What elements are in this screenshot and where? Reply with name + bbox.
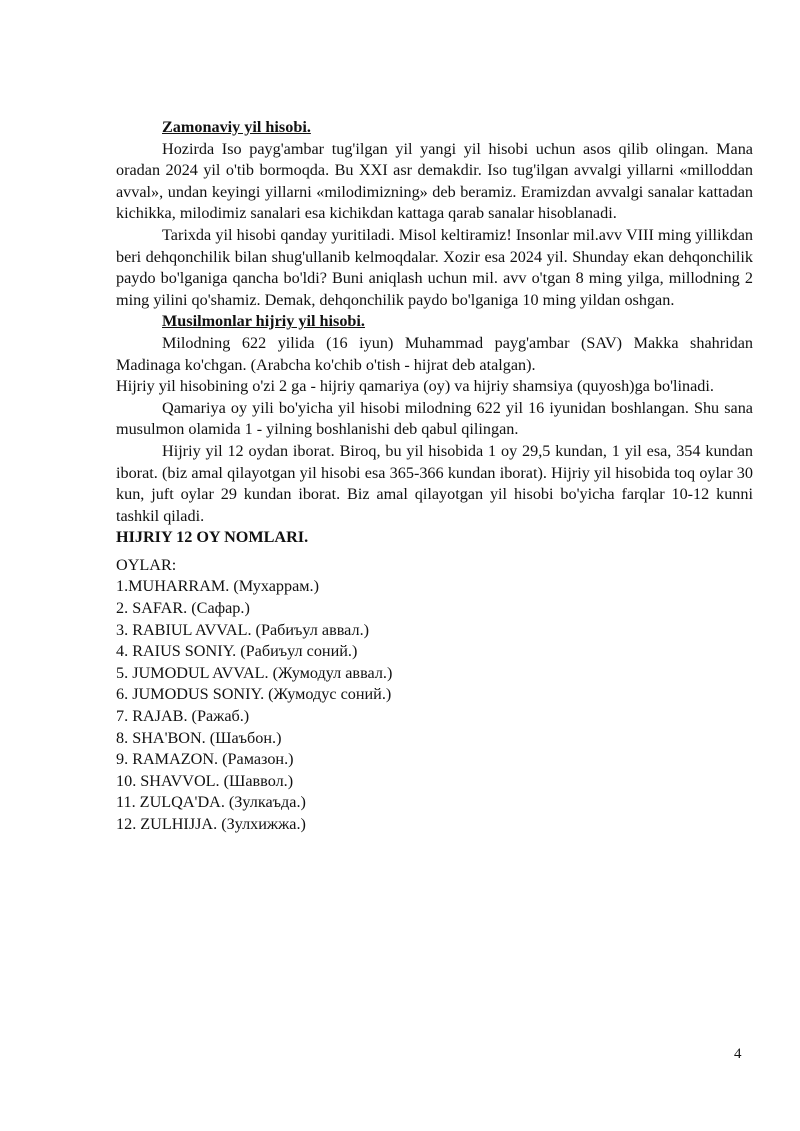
paragraph-hijri-1: Milodning 622 yilida (16 iyun) Muhammad payg'ambar (SAV) Makka shahridan Madinaga ko'chgan. (Arabcha ko'chib o'tish - hijrat deb atalgan). [116, 333, 753, 374]
month-item: 11. ZULQA'DA. (Зулкаъда.) [116, 793, 306, 812]
paragraph-modern-calendar-1: Hozirda Iso payg'ambar tug'ilgan yil yangi yil hisobi uchun asos qilib olingan. Mana oradan 2024 yil o'tib bormoqda. Bu XXI asr demakdir. Iso tug'ilgan avvalgi yillarni «milloddan avval», undan keyingi yillarni «milodimizning» deb beramiz. Eramizdan avvalgi sanalar kattadan kichikka, milodimiz sanalari esa kichikdan kattaga qarab sanalar hisoblanadi. [116, 139, 753, 223]
months-section-title: HIJRIY 12 OY NOMLARI. [116, 528, 309, 547]
month-item: 5. JUMODUL AVVAL. (Жумодул аввал.) [116, 663, 393, 682]
month-item: 7. RAJAB. (Ражаб.) [116, 707, 250, 726]
paragraph-modern-calendar-2: Tarixda yil hisobi qanday yuritiladi. Misol keltiramiz! Insonlar mil.avv VIII ming yillikdan beri dehqonchilik bilan shug'ullanib kelmoqdalar. Xozir esa 2024 yil. Shunday ekan dehqonchilik paydo bo'lganiga qancha bo'ldi? Buni aniqlash uchun mil. avv o'tgan 8 ming yilga, millodning 2 ming yilini qo'shamiz. Demak, dehqonchilik paydo bo'lganiga 10 ming yildan oshgan. [116, 225, 753, 309]
month-item: 10. SHAVVOL. (Шаввол.) [116, 771, 294, 790]
paragraph-hijri-2: Hijriy yil hisobining o'zi 2 ga - hijriy qamariya (oy) va hijriy shamsiya (quyosh)ga bo'linadi. [116, 377, 714, 396]
month-item: 2. SAFAR. (Сафар.) [116, 599, 250, 618]
month-item: 9. RAMAZON. (Рамазон.) [116, 750, 294, 769]
month-item: 4. RAIUS SONIY. (Рабиъул соний.) [116, 642, 358, 661]
section-heading-hijri-calendar: Musilmonlar hijriy yil hisobi. [162, 312, 365, 331]
month-item: 6. JUMODUS SONIY. (Жумодус соний.) [116, 685, 392, 704]
section-heading-modern-calendar: Zamonaviy yil hisobi. [162, 118, 311, 136]
month-item: 12. ZULHIJJA. (Зулхижжа.) [116, 815, 306, 833]
paragraph-hijri-4: Hijriy yil 12 oydan iborat. Biroq, bu yil hisobida 1 oy 29,5 kundan, 1 yil esa, 354 kundan iborat. (biz amal qilayotgan yil hisobi esa 365-366 kundan iborat). Hijriy yil hisobida toq oylar 30 kun, juft oylar 29 kundan iborat. Biz amal qilayotgan yil hisobi bo'yicha farqlar 10-12 kunni tashkil qiladi. [116, 441, 753, 525]
months-label: OYLAR: [116, 555, 177, 574]
page-number: 4 [734, 1046, 742, 1062]
document-page [116, 117, 753, 836]
paragraph-hijri-3: Qamariya oy yili bo'yicha yil hisobi milodning 622 yil 16 iyunidan boshlangan. Shu sana musulmon olamida 1 - yilning boshlanishi deb qabul qilingan. [116, 398, 753, 439]
months-list [116, 576, 753, 835]
month-item: 1.MUHARRAM. (Мухаррам.) [116, 577, 319, 596]
month-item: 8. SHA'BON. (Шаъбон.) [116, 728, 282, 747]
month-item: 3. RABIUL AVVAL. (Рабиъул аввал.) [116, 620, 370, 639]
